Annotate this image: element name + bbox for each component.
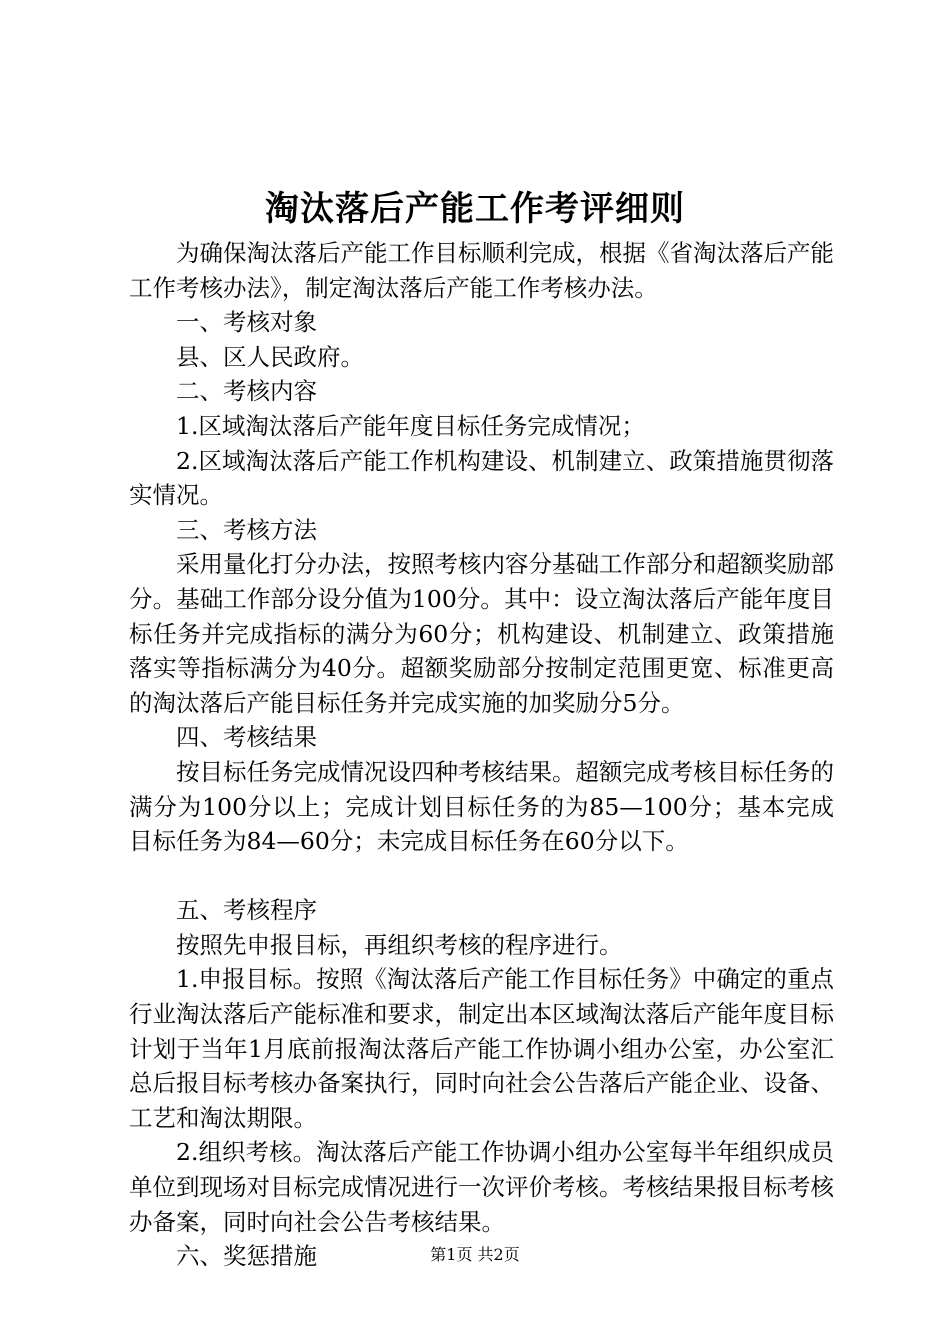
- paragraph: 采用量化打分办法，按照考核内容分基础工作部分和超额奖励部分。基础工作部分设分值为100分。其中：设立淘汰落后产能年度目标任务并完成指标的满分为60分；机构建设、机制建立、政策措施落实等指标满分为40分。超额奖励部分按制定范围更宽、标准更高的淘汰落后产能目标任务并完成实施的加奖励分5分。: [129, 550, 834, 717]
- section-heading: 二、考核内容: [176, 377, 317, 406]
- paragraph: 县、区人民政府。: [176, 342, 364, 371]
- document-body: [129, 236, 834, 1274]
- section-heading: 六、奖惩措施: [176, 1242, 317, 1271]
- list-item: 1.申报目标。按照《淘汰落后产能工作目标任务》中确定的重点行业淘汰落后产能标准和要求，制定出本区域淘汰落后产能年度目标计划于当年1月底前报淘汰落后产能工作协调小组办公室，办公室汇总后报目标考核办备案执行，同时向社会公告落后产能企业、设备、工艺和淘汰期限。: [129, 965, 834, 1132]
- intro-paragraph: 为确保淘汰落后产能工作目标顺利完成，根据《省淘汰落后产能工作考核办法》，制定淘汰落后产能工作考核办法。: [129, 239, 834, 302]
- section-heading: 五、考核程序: [176, 896, 317, 925]
- section-heading: 四、考核结果: [176, 723, 317, 752]
- document-title: 淘汰落后产能工作考评细则: [265, 189, 685, 229]
- section-heading: 三、考核方法: [176, 515, 317, 544]
- section-heading: 一、考核对象: [176, 308, 317, 337]
- paragraph: 按目标任务完成情况设四种考核结果。超额完成考核目标任务的满分为100分以上；完成计划目标任务的为85—100分；基本完成目标任务为84—60分；未完成目标任务在60分以下。: [129, 757, 834, 856]
- list-item: 2.区域淘汰落后产能工作机构建设、机制建立、政策措施贯彻落实情况。: [129, 446, 834, 510]
- list-item: 1.区域淘汰落后产能年度目标任务完成情况；: [176, 411, 645, 440]
- list-item: 2.组织考核。淘汰落后产能工作协调小组办公室每半年组织成员单位到现场对目标完成情况进行一次评价考核。考核结果报目标考核办备案，同时向社会公告考核结果。: [129, 1138, 834, 1236]
- page-footer: 第1页 共2页: [430, 1245, 520, 1264]
- paragraph: 按照先申报目标，再组织考核的程序进行。: [176, 930, 623, 959]
